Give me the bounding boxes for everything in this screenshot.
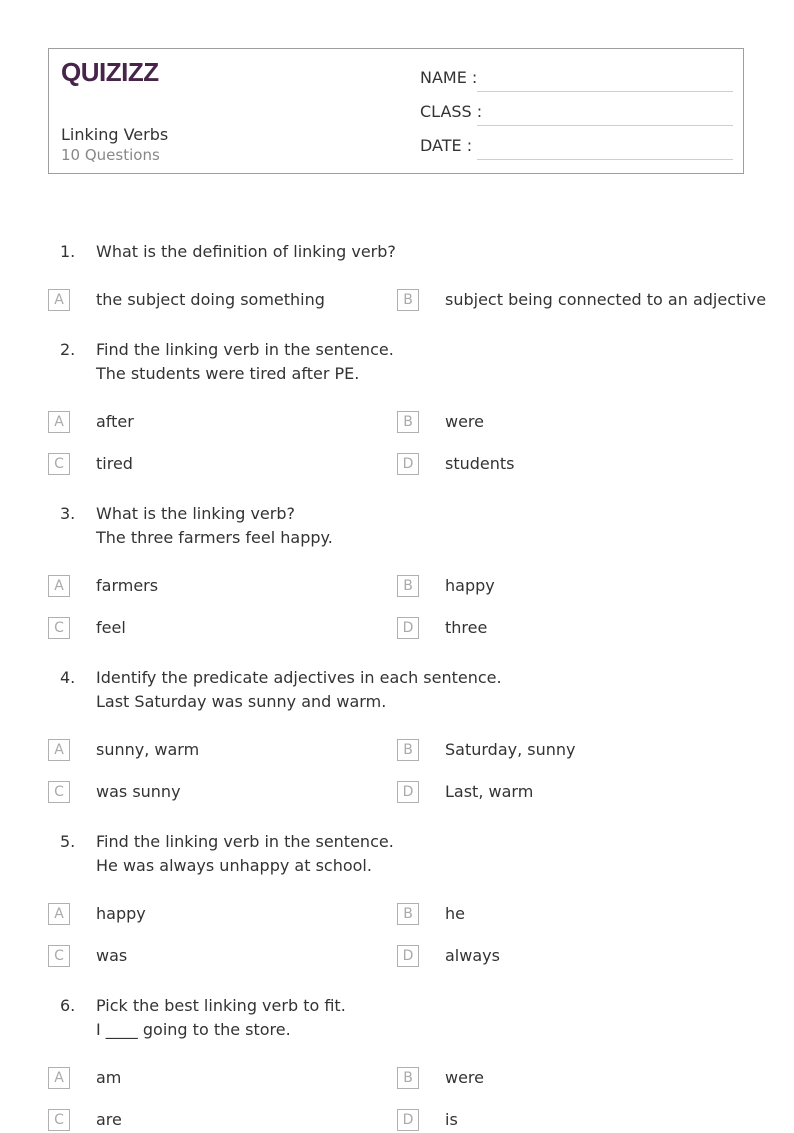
option-letter-box: C	[48, 945, 70, 967]
question-text: What is the definition of linking verb?	[96, 242, 396, 261]
option-text: are	[96, 1110, 122, 1129]
name-field[interactable]	[420, 68, 733, 90]
option-text: happy	[445, 576, 495, 595]
question-number: 5.	[60, 832, 76, 851]
option-letter-box: B	[397, 1067, 419, 1089]
date-line[interactable]	[477, 159, 733, 160]
question-count: 10 Questions	[61, 146, 160, 164]
option-letter-box: B	[397, 739, 419, 761]
option-letter-box: A	[48, 289, 70, 311]
option-letter-box: B	[397, 575, 419, 597]
option-text: after	[96, 412, 134, 431]
name-label: NAME :	[420, 68, 478, 87]
question-text: Identify the predicate adjectives in each sentence.	[96, 668, 502, 687]
question-number: 2.	[60, 340, 76, 359]
option-text: students	[445, 454, 515, 473]
question-number: 6.	[60, 996, 76, 1015]
option-letter-box: A	[48, 1067, 70, 1089]
option-letter-box: C	[48, 1109, 70, 1131]
option-text: is	[445, 1110, 458, 1129]
option-letter-box: C	[48, 617, 70, 639]
option-text: Saturday, sunny	[445, 740, 576, 759]
option-text: he	[445, 904, 465, 923]
class-line[interactable]	[477, 125, 733, 126]
option-text: sunny, warm	[96, 740, 200, 759]
option-text: farmers	[96, 576, 159, 595]
option-letter-box: A	[48, 739, 70, 761]
option-letter-box: D	[397, 453, 419, 475]
question-sentence: The students were tired after PE.	[96, 364, 360, 383]
option-letter-box: D	[397, 617, 419, 639]
option-letter-box: C	[48, 453, 70, 475]
option-letter-box: D	[397, 1109, 419, 1131]
question-text: Find the linking verb in the sentence.	[96, 340, 394, 359]
question-text: Pick the best linking verb to fit.	[96, 996, 346, 1015]
option-letter-box: B	[397, 289, 419, 311]
option-letter-box: A	[48, 903, 70, 925]
option-text: Last, warm	[445, 782, 534, 801]
question-sentence: He was always unhappy at school.	[96, 856, 372, 875]
option-letter-box: A	[48, 411, 70, 433]
question-text: What is the linking verb?	[96, 504, 295, 523]
question-sentence: I ____ going to the store.	[96, 1020, 291, 1039]
class-field[interactable]	[420, 102, 733, 124]
option-text: happy	[96, 904, 146, 923]
option-text: were	[445, 412, 484, 431]
option-letter-box: D	[397, 945, 419, 967]
worksheet-header	[48, 48, 744, 174]
option-letter-box: B	[397, 903, 419, 925]
option-text: was sunny	[96, 782, 181, 801]
option-letter-box: A	[48, 575, 70, 597]
question-number: 1.	[60, 242, 76, 261]
question-number: 4.	[60, 668, 76, 687]
date-label: DATE :	[420, 136, 473, 155]
option-text: subject being connected to an adjective	[445, 290, 767, 309]
class-label: CLASS :	[420, 102, 483, 121]
option-text: the subject doing something	[96, 290, 325, 309]
option-letter-box: D	[397, 781, 419, 803]
question-sentence: The three farmers feel happy.	[96, 528, 333, 547]
question-text: Find the linking verb in the sentence.	[96, 832, 394, 851]
question-number: 3.	[60, 504, 76, 523]
option-text: three	[445, 618, 488, 637]
option-text: feel	[96, 618, 126, 637]
name-line[interactable]	[477, 91, 733, 92]
question-sentence: Last Saturday was sunny and warm.	[96, 692, 387, 711]
option-text: tired	[96, 454, 133, 473]
option-text: were	[445, 1068, 484, 1087]
worksheet-title: Linking Verbs	[61, 125, 169, 144]
option-letter-box: C	[48, 781, 70, 803]
quizizz-logo: QUIZIZZ	[61, 57, 159, 87]
option-text: was	[96, 946, 128, 965]
option-text: always	[445, 946, 500, 965]
option-text: am	[96, 1068, 122, 1087]
option-letter-box: B	[397, 411, 419, 433]
date-field[interactable]	[420, 136, 733, 158]
